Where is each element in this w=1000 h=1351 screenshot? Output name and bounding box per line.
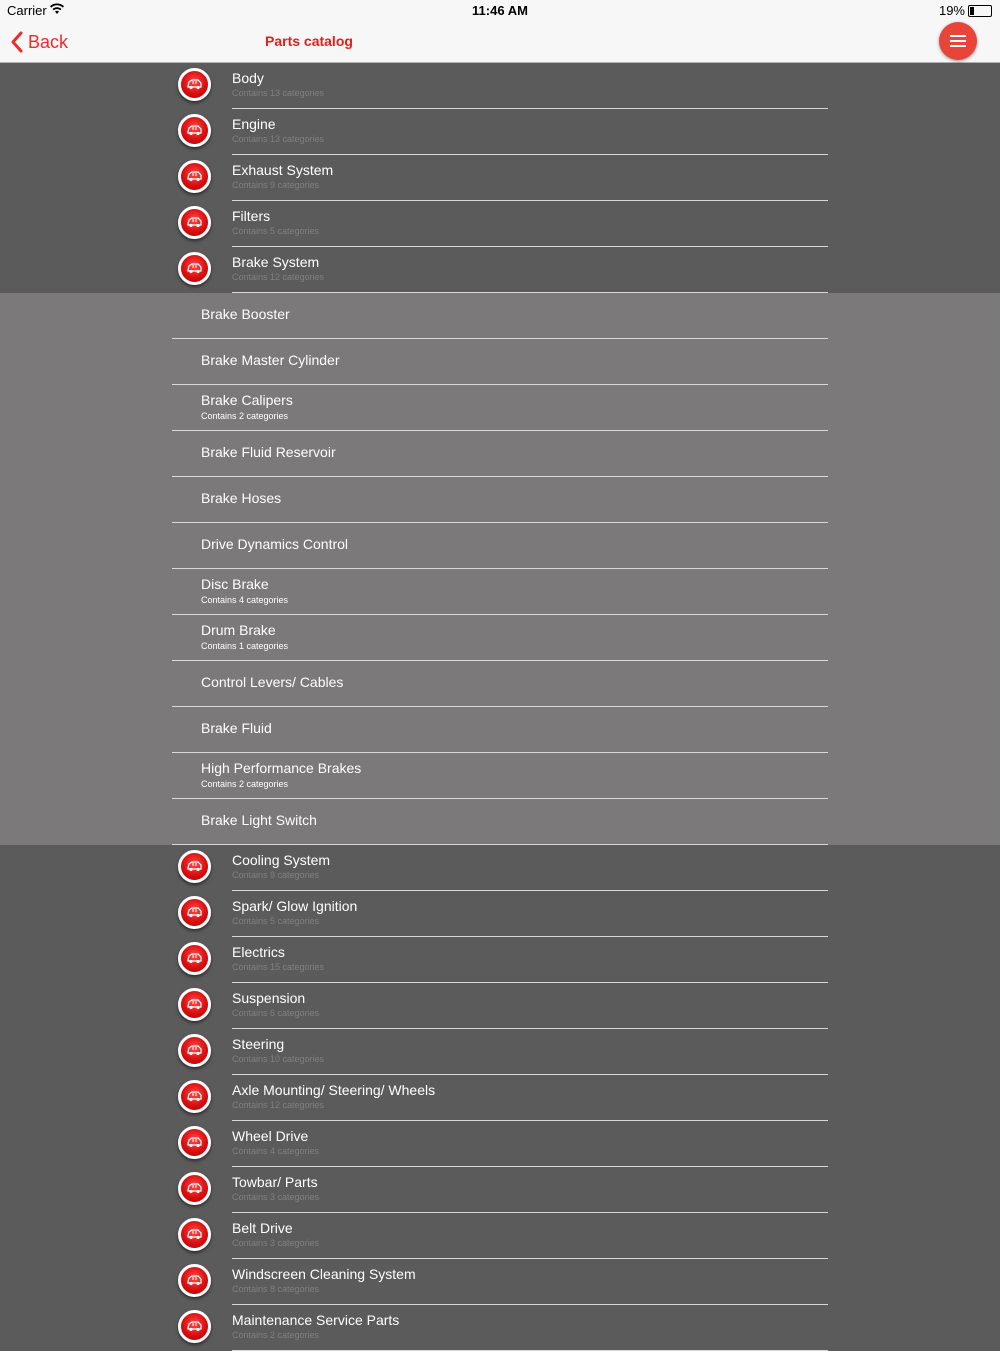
hamburger-menu-icon <box>950 35 966 37</box>
subcategory-row[interactable] <box>0 477 1000 523</box>
subcategory-row[interactable] <box>0 431 1000 477</box>
category-row[interactable] <box>0 1029 1000 1075</box>
car-part-icon <box>178 206 211 239</box>
row-subtitle: Contains 2 categories <box>232 1330 320 1340</box>
subcategory-row[interactable] <box>0 339 1000 385</box>
menu-button[interactable] <box>939 22 977 60</box>
row-title: Brake Fluid <box>201 720 272 736</box>
row-title: High Performance Brakes <box>201 760 362 776</box>
subcategory-row[interactable] <box>0 523 1000 569</box>
category-row[interactable] <box>0 1213 1000 1259</box>
row-subtitle: Contains 4 categories <box>232 1146 320 1156</box>
category-row[interactable] <box>0 109 1000 155</box>
car-part-icon <box>178 114 211 147</box>
chevron-left-icon <box>10 31 24 53</box>
category-row[interactable] <box>0 1121 1000 1167</box>
row-subtitle: Contains 8 categories <box>232 1284 320 1294</box>
status-bar <box>0 0 1000 22</box>
category-row[interactable] <box>0 1167 1000 1213</box>
row-title: Brake Master Cylinder <box>201 352 340 368</box>
category-row[interactable] <box>0 891 1000 937</box>
row-title: Electrics <box>232 944 285 960</box>
subcategory-row[interactable] <box>0 385 1000 431</box>
category-row[interactable] <box>0 1305 1000 1351</box>
row-subtitle: Contains 9 categories <box>232 870 320 880</box>
back-button[interactable] <box>10 29 68 55</box>
top-category-group <box>0 63 1000 293</box>
car-part-icon <box>178 942 211 975</box>
hamburger-menu-bar <box>950 45 966 47</box>
car-part-icon <box>178 252 211 285</box>
row-title: Control Levers/ Cables <box>201 674 344 690</box>
category-row[interactable] <box>0 937 1000 983</box>
row-title: Brake Calipers <box>201 392 293 408</box>
battery-percent: 19% <box>938 3 965 18</box>
category-row[interactable] <box>0 155 1000 201</box>
car-part-icon <box>178 1172 211 1205</box>
row-title: Body <box>232 70 264 86</box>
category-row[interactable] <box>0 201 1000 247</box>
subcategory-row[interactable] <box>0 569 1000 615</box>
battery-icon <box>968 5 992 17</box>
subcategory-row[interactable] <box>0 753 1000 799</box>
row-title: Engine <box>232 116 276 132</box>
category-row[interactable] <box>0 983 1000 1029</box>
row-subtitle: Contains 1 categories <box>201 641 289 651</box>
subcategory-row[interactable] <box>0 661 1000 707</box>
car-part-icon <box>178 1034 211 1067</box>
category-row[interactable] <box>0 1259 1000 1305</box>
row-title: Disc Brake <box>201 576 269 592</box>
subcategory-row[interactable] <box>0 615 1000 661</box>
car-part-icon <box>178 988 211 1021</box>
bottom-category-group <box>0 845 1000 1351</box>
parts-category-list <box>0 63 1000 1351</box>
row-subtitle: Contains 4 categories <box>201 595 289 605</box>
carrier-label: Carrier <box>7 3 47 18</box>
row-title: Suspension <box>232 990 306 1006</box>
row-subtitle: Contains 2 categories <box>201 411 289 421</box>
row-subtitle: Contains 5 categories <box>232 916 320 926</box>
hamburger-menu-bar <box>950 40 966 42</box>
car-part-icon <box>178 68 211 101</box>
row-title: Towbar/ Parts <box>232 1174 318 1190</box>
row-title: Brake Booster <box>201 306 290 322</box>
row-title: Wheel Drive <box>232 1128 309 1144</box>
subcategory-row[interactable] <box>0 707 1000 753</box>
category-row[interactable] <box>0 1075 1000 1121</box>
row-title: Filters <box>232 208 271 224</box>
row-title: Steering <box>232 1036 285 1052</box>
row-subtitle: Contains 3 categories <box>232 1238 320 1248</box>
car-part-icon <box>178 1080 211 1113</box>
navigation-bar <box>0 22 1000 63</box>
row-title: Axle Mounting/ Steering/ Wheels <box>232 1082 436 1098</box>
row-subtitle: Contains 12 categories <box>232 1100 325 1110</box>
clock: 11:46 AM <box>472 3 528 18</box>
row-title: Brake Hoses <box>201 490 282 506</box>
row-subtitle: Contains 13 categories <box>232 134 325 144</box>
car-part-icon <box>178 850 211 883</box>
category-row[interactable] <box>0 247 1000 293</box>
subcategory-row[interactable] <box>0 799 1000 845</box>
page-title: Parts catalog <box>265 33 353 49</box>
row-subtitle: Contains 12 categories <box>232 272 325 282</box>
car-part-icon <box>178 1126 211 1159</box>
row-title: Brake Fluid Reservoir <box>201 444 336 460</box>
subcategory-row[interactable] <box>0 293 1000 339</box>
row-subtitle: Contains 9 categories <box>232 180 320 190</box>
car-part-icon <box>178 1264 211 1297</box>
category-row[interactable] <box>0 63 1000 109</box>
car-part-icon <box>178 896 211 929</box>
row-title: Exhaust System <box>232 162 334 178</box>
row-subtitle: Contains 2 categories <box>201 779 289 789</box>
row-title: Brake Light Switch <box>201 812 317 828</box>
row-title: Brake System <box>232 254 320 270</box>
row-subtitle: Contains 3 categories <box>232 1192 320 1202</box>
row-title: Spark/ Glow Ignition <box>232 898 358 914</box>
row-subtitle: Contains 6 categories <box>232 1008 320 1018</box>
row-title: Windscreen Cleaning System <box>232 1266 416 1282</box>
car-part-icon <box>178 1310 211 1343</box>
row-subtitle: Contains 13 categories <box>232 88 325 98</box>
row-title: Drum Brake <box>201 622 276 638</box>
row-title: Belt Drive <box>232 1220 293 1236</box>
brake-system-subcategories <box>0 293 1000 845</box>
row-title: Maintenance Service Parts <box>232 1312 400 1328</box>
row-title: Drive Dynamics Control <box>201 536 349 552</box>
car-part-icon <box>178 1218 211 1251</box>
row-title: Cooling System <box>232 852 331 868</box>
category-row[interactable] <box>0 845 1000 891</box>
car-part-icon <box>178 160 211 193</box>
row-subtitle: Contains 15 categories <box>232 962 325 972</box>
row-subtitle: Contains 5 categories <box>232 226 320 236</box>
row-subtitle: Contains 10 categories <box>232 1054 325 1064</box>
back-label: Back <box>28 31 69 52</box>
